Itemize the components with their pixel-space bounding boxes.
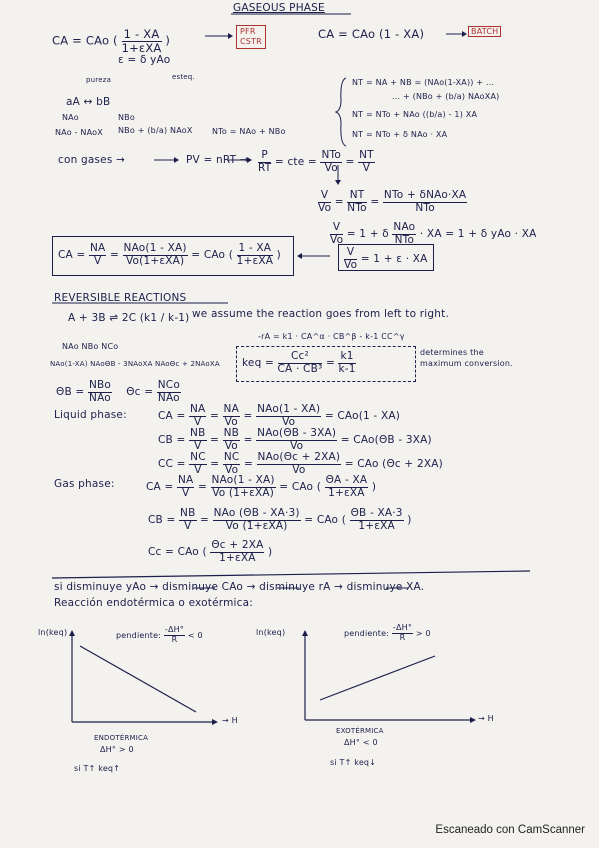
label-moles: NAo(1-XA) NAoΘB - 3NAoXA NAoΘc + 2NAoXA bbox=[50, 360, 220, 368]
eq-nt-1: NT = NA + NB = (NAo(1-XA)) + ... bbox=[352, 78, 495, 87]
right-plot-dh: ΔH° < 0 bbox=[344, 738, 378, 747]
page-title: GASEOUS PHASE bbox=[233, 2, 325, 14]
eq-v-vo-boxed: $\frac{V}{Vo}$ = 1 + ε · XA bbox=[344, 246, 428, 271]
eq-gas-ca: CA = $\frac{NA}{V}$ = $\frac{\text{NAo(1 - XA)}}{\text{Vo (1+εXA)}}$ = CAo ( $\frac{\Theta A - XA}{\text{1+εXA}}$ ) bbox=[146, 474, 377, 499]
batch-box: BATCH bbox=[468, 26, 501, 37]
eq-nt-4: NT = NTo + δ NAo · XA bbox=[352, 130, 448, 139]
eq-gas-cc: Cc = CAo ( $\frac{\Theta c + 2XA}{\text{1+εXA}}$ ) bbox=[148, 539, 273, 564]
eq-liquid-ca: CA = $\frac{NA}{V}$ = $\frac{NA}{Vo}$ = $\frac{\text{NAo(1 - XA)}}{Vo}$ = CAo(1 - XA) bbox=[158, 403, 401, 428]
label-nto: NTo = NAo + NBo bbox=[212, 127, 286, 136]
left-plot-ylabel: ln(keq) bbox=[38, 628, 68, 637]
label-nao: NAo bbox=[62, 113, 79, 122]
eq-v-vo-1: $\frac{V}{Vo}$ = $\frac{NT}{\text{NTo}}$ = $\frac{\text{NTo + δNAo·XA}}{\text{NTo}}$ bbox=[318, 189, 467, 214]
reactor-box: PFR CSTR bbox=[236, 25, 266, 49]
right-plot-slope: pendiente: $\frac{-\Delta H^\circ}{R}$ > 0 bbox=[344, 623, 431, 642]
right-plot-conclusion: si T↑ keq↓ bbox=[330, 758, 377, 767]
label-nao-naox: NAo - NAoX bbox=[55, 128, 103, 137]
eq-gas-cb: CB = $\frac{NB}{V}$ = $\frac{\text{NAo (ΘB - XA·3)}}{\text{Vo (1+εXA)}}$ = CAo ( $\frac{\Theta B - XA\cdot 3}{\text{1+εXA}}$ ) bbox=[148, 507, 412, 532]
left-plot-line bbox=[80, 646, 196, 712]
brace-nt bbox=[336, 78, 346, 146]
eq-nt-2: ... + (NBo + (b/a) NAoXA) bbox=[392, 92, 500, 101]
label-esteq: esteq. bbox=[172, 73, 195, 81]
eq-nt-3: NT = NTo + NAo ((b/a) - 1) XA bbox=[352, 110, 478, 119]
eq-reaction-ab: aA ↔ bB bbox=[66, 96, 111, 108]
section-divider bbox=[52, 571, 530, 578]
text-max-conv: maximum conversion. bbox=[420, 359, 513, 368]
left-plot-dh: ΔH° > 0 bbox=[100, 745, 134, 754]
eq-liquid-cb: CB = $\frac{NB}{V}$ = $\frac{NB}{Vo}$ = $\frac{\text{NAo(ΘB - 3XA)}}{Vo}$ = CAo(ΘB - 3XA) bbox=[158, 427, 432, 452]
label-nao-nbo-nco: NAo NBo NCo bbox=[62, 342, 119, 351]
label-liquid: Liquid phase: bbox=[54, 409, 127, 421]
arrowhead-left bbox=[297, 253, 302, 259]
text-con-gases: con gases → bbox=[58, 154, 126, 166]
section-reversible: REVERSIBLE REACTIONS bbox=[54, 292, 187, 304]
eq-epsilon: ε = δ yAo bbox=[118, 54, 171, 66]
arrowhead-down bbox=[335, 180, 341, 185]
left-plot-conclusion: si T↑ keq↑ bbox=[74, 764, 121, 773]
eq-ca-batch: CA = CAo (1 - XA) bbox=[318, 27, 425, 41]
left-plot-slope: pendiente: $\frac{-\Delta H^\circ}{R}$ < 0 bbox=[116, 625, 203, 644]
left-plot-xlabel: → H bbox=[222, 716, 238, 725]
right-plot-ylabel: ln(keq) bbox=[256, 628, 286, 637]
label-nb: NBo + (b/a) NAoX bbox=[118, 126, 193, 135]
eq-pv-nrt: PV = nRT → bbox=[186, 154, 249, 166]
text-determines: determines the bbox=[420, 348, 484, 357]
eq-p-rt: $\frac{P}{RT}$ = cte = $\frac{\text{NTo}}{Vo}$ = $\frac{NT}{V}$ bbox=[258, 149, 374, 174]
right-plot-type: EXOTÉRMICA bbox=[336, 727, 384, 735]
eq-rate: -rA = k1 · CA^α · CB^β - k-1 CC^γ bbox=[258, 332, 405, 341]
arrowhead-pfr bbox=[228, 33, 233, 39]
arrowhead-batch bbox=[462, 31, 467, 37]
right-plot-xlabel: → H bbox=[478, 714, 494, 723]
label-nbo: NBo bbox=[118, 113, 135, 122]
eq-reversible: A + 3B ⇌ 2C (k1 / k-1) bbox=[68, 312, 190, 324]
eq-ca-boxed: CA = $\frac{NA}{V}$ = $\frac{\text{NAo(1 - XA)}}{\text{Vo(1+εXA)}}$ = CAo ( $\frac{1 - XA}{\text{1+εXA}}$ ) bbox=[58, 242, 281, 267]
eq-v-vo-2: $\frac{V}{Vo}$ = 1 + δ $\frac{\text{NAo}}{\text{NTo}}$ · XA = 1 + δ yAo · XA bbox=[330, 221, 537, 246]
scanner-watermark: Escaneado con CamScanner bbox=[435, 824, 585, 836]
eq-ca-header: CA = CAo ( $\frac{1 - XA}{\text{1+εXA}}$ ) bbox=[52, 27, 171, 55]
eq-keq: keq = $\frac{\text{Cc²}}{\text{CA · CB³}}$ = $\frac{k1}{k-1}$ bbox=[242, 350, 356, 375]
eq-liquid-cc: CC = $\frac{NC}{V}$ = $\frac{NC}{Vo}$ = $\frac{\text{NAo(Θc + 2XA)}}{Vo}$ = CAo (Θc + 2XA) bbox=[158, 451, 443, 476]
left-plot-type: ENDOTÉRMICA bbox=[94, 734, 149, 742]
label-pureza: pureza bbox=[86, 76, 112, 84]
right-plot-line bbox=[320, 656, 435, 700]
text-reaccion: Reacción endotérmica o exotérmica: bbox=[54, 597, 253, 609]
text-assume: we assume the reaction goes from left to right. bbox=[192, 308, 449, 320]
text-disminuye: si disminuye yAo → disminuye CAo → disminuye rA → disminuye XA. bbox=[54, 581, 425, 593]
label-gas: Gas phase: bbox=[54, 478, 115, 490]
eq-theta: ΘB = $\frac{\text{NBo}}{\text{NAo}}$ Θc = $\frac{\text{NCo}}{\text{NAo}}$ bbox=[56, 379, 180, 404]
